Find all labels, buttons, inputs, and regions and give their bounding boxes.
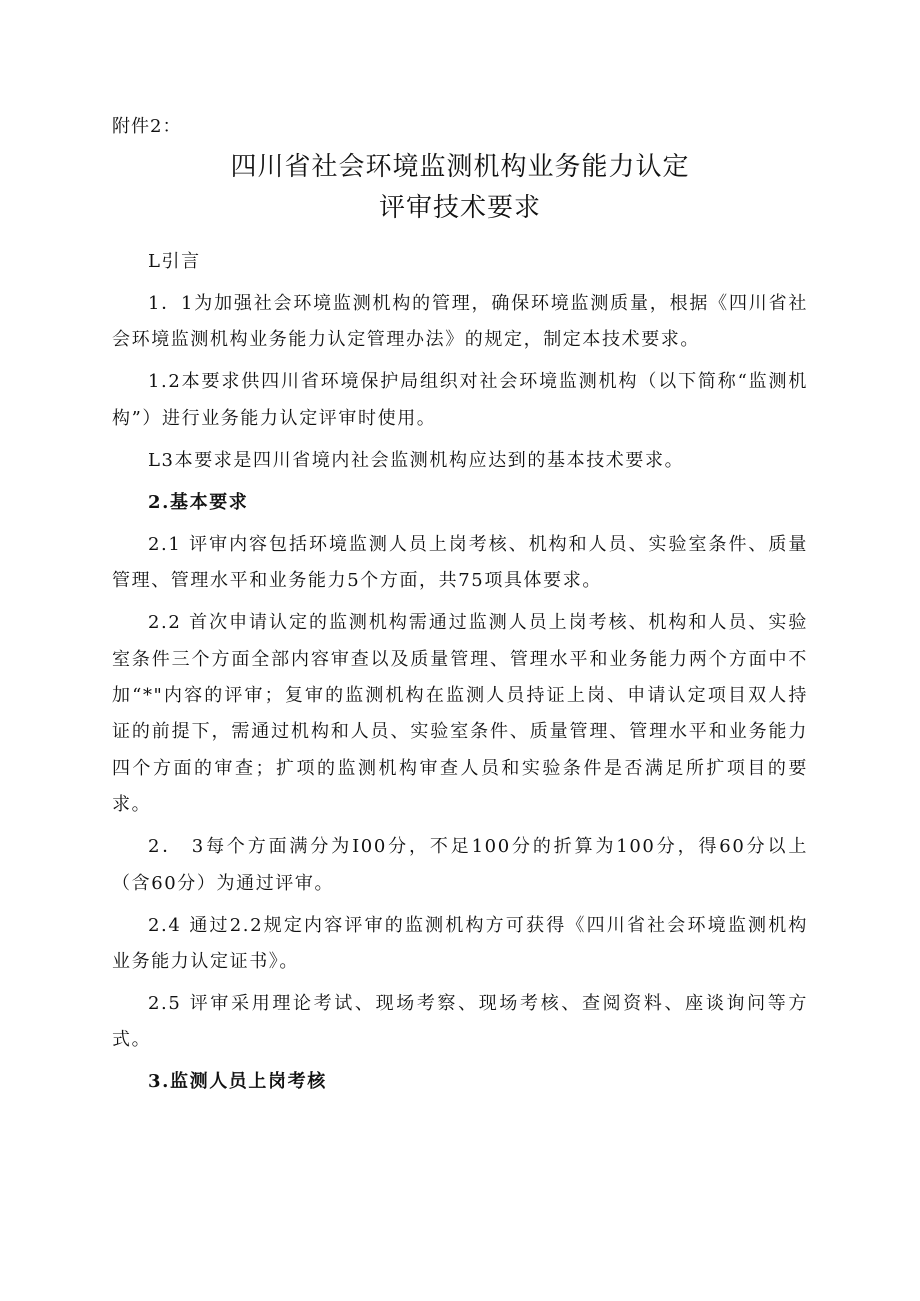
paragraph-2-5: 2.5 评审采用理论考试、现场考察、现场考核、查阅资料、座谈询问等方式。 — [112, 993, 808, 1051]
paragraph-1-2: 1.2本要求供四川省环境保护局组织对社会环境监测机构（以下简称“监测机构”）进行业务能力认定评审时使用。 — [112, 371, 808, 429]
paragraph-2-1: 2.1 评审内容包括环境监测人员上岗考核、机构和人员、实验室条件、质量管理、管理水平和业务能力5个方面，共75项具体要求。 — [112, 533, 808, 592]
section-heading-introduction: L引言 — [148, 251, 201, 272]
attachment-label: 附件2： — [112, 116, 182, 137]
section-heading-basic-requirements: 2.基本要求 — [148, 491, 249, 513]
paragraph-1-3: L3本要求是四川省境内社会监测机构应达到的基本技术要求。 — [148, 449, 685, 471]
paragraph-2-2: 2.2 首次申请认定的监测机构需通过监测人员上岗考核、机构和人员、实验室条件三个方面全部内容审查以及质量管理、管理水平和业务能力两个方面中不加“*"内容的评审；复审的监测机构在监测人员持证上岗、申请认定项目双人持证的前提下，需通过机构和人员、实验室条件、质量管理、管理水平和业务能力四个方面的审查；扩项的监测机构审查人员和实验条件是否满足所扩项目的要求。 — [112, 612, 808, 816]
document-title-line-2: 评审技术要求 — [378, 193, 541, 223]
paragraph-2-3: 2． 3每个方面满分为I00分，不足100分的折算为100分，得60分以上（含60分）为通过评审。 — [112, 836, 808, 894]
paragraph-2-4: 2.4 通过2.2规定内容评审的监测机构方可获得《四川省社会环境监测机构业务能力认定证书》。 — [112, 914, 808, 973]
document-title-line-1: 四川省社会环境监测机构业务能力认定 — [230, 152, 690, 182]
section-heading-personnel-assessment: 3.监测人员上岗考核 — [148, 1071, 327, 1093]
paragraph-1-1: 1．1为加强社会环境监测机构的管理，确保环境监测质量，根据《四川省社会环境监测机构业务能力认定管理办法》的规定，制定本技术要求。 — [112, 293, 808, 351]
document-body — [112, 244, 808, 1101]
